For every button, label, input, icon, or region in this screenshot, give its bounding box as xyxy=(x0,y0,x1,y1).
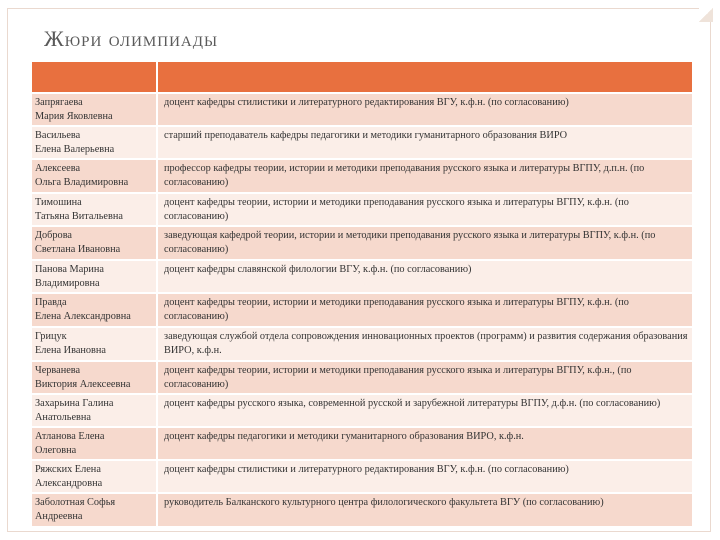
jury-member-name-cell xyxy=(32,260,157,293)
jury-member-surname: Черванева xyxy=(35,365,81,376)
jury-member-given-names: Мария Яковлевна xyxy=(35,111,113,122)
jury-member-given-names: Ольга Владимировна xyxy=(35,177,129,188)
jury-member-name-cell xyxy=(32,93,157,126)
header-cell-role xyxy=(157,62,692,93)
jury-member-surname: Заболотная Софья xyxy=(35,497,116,508)
jury-member-position-cell: доцент кафедры теории, истории и методики преподавания русского языка и литературы ВГПУ, к.ф.н. (по согласованию) xyxy=(157,293,692,327)
jury-member-name-cell xyxy=(32,193,157,226)
jury-member-surname: Правда xyxy=(35,297,67,308)
jury-member-surname: Ряжских Елена xyxy=(35,464,101,475)
jury-member-name-cell xyxy=(32,460,157,493)
table-row xyxy=(32,93,692,126)
jury-member-name-cell xyxy=(32,493,157,527)
jury-member-surname: Васильева xyxy=(35,130,81,141)
jury-member-surname: Запрягаева xyxy=(35,97,83,108)
jury-member-given-names: Андреевна xyxy=(35,511,83,522)
jury-table xyxy=(32,62,692,528)
jury-member-position-cell: заведующая кафедрой теории, истории и методики преподавания русского языка и литературы ВГПУ, к.ф.н. (по согласованию) xyxy=(157,226,692,260)
header-cell-name xyxy=(32,62,157,93)
jury-member-name-cell xyxy=(32,226,157,260)
jury-member-given-names: Светлана Ивановна xyxy=(35,244,121,255)
jury-member-name-cell xyxy=(32,159,157,193)
jury-member-given-names: Елена Александровна xyxy=(35,311,131,322)
page-title: Жюри олимпиады xyxy=(44,26,219,51)
table-header-row xyxy=(32,62,692,93)
table-row xyxy=(32,226,692,260)
jury-member-position-cell: доцент кафедры педагогики и методики гуманитарного образования ВИРО, к.ф.н. xyxy=(157,427,692,460)
jury-member-name-cell xyxy=(32,327,157,361)
jury-member-given-names: Александровна xyxy=(35,478,103,489)
table-row xyxy=(32,493,692,527)
table-row xyxy=(32,260,692,293)
table-row xyxy=(32,293,692,327)
jury-member-name-cell xyxy=(32,126,157,159)
jury-member-position-cell: доцент кафедры славянской филологии ВГУ, к.ф.н. (по согласованию) xyxy=(157,260,692,293)
table-row xyxy=(32,126,692,159)
jury-member-position-cell: руководитель Балканского культурного центра филологического факультета ВГУ (по согласованию) xyxy=(157,493,692,527)
jury-member-position-cell: доцент кафедры теории, истории и методики преподавания русского языка и литературы ВГПУ, к.ф.н., (по согласованию) xyxy=(157,361,692,394)
jury-member-name-cell xyxy=(32,394,157,427)
jury-member-surname: Алексеева xyxy=(35,163,81,174)
jury-member-name-cell xyxy=(32,293,157,327)
jury-member-position-cell: доцент кафедры теории, истории и методики преподавания русского языка и литературы ВГПУ, к.ф.н. (по согласованию) xyxy=(157,193,692,226)
table-body xyxy=(32,93,692,527)
jury-member-surname: Тимошина xyxy=(35,197,82,208)
table-row xyxy=(32,394,692,427)
jury-member-given-names: Татьяна Витальевна xyxy=(35,211,123,222)
table-row xyxy=(32,460,692,493)
jury-member-given-names: Виктория Алексеевна xyxy=(35,379,131,390)
table-row xyxy=(32,327,692,361)
table-row xyxy=(32,427,692,460)
jury-member-position-cell: доцент кафедры стилистики и литературного редактирования ВГУ, к.ф.н. (по согласованию) xyxy=(157,93,692,126)
table-row xyxy=(32,361,692,394)
jury-member-surname: Грицук xyxy=(35,331,67,342)
jury-member-name-cell xyxy=(32,361,157,394)
jury-member-given-names: Елена Ивановна xyxy=(35,345,106,356)
jury-member-position-cell: заведующая службой отдела сопровождения инновационных проектов (программ) и развития содержания образования ВИРО, к.ф.н. xyxy=(157,327,692,361)
jury-member-position-cell: доцент кафедры русского языка, современной русской и зарубежной литературы ВГПУ, д.ф.н. (по согласованию) xyxy=(157,394,692,427)
jury-member-given-names: Владимировна xyxy=(35,278,100,289)
jury-member-surname: Доброва xyxy=(35,230,73,241)
jury-member-position-cell: старший преподаватель кафедры педагогики и методики гуманитарного образования ВИРО xyxy=(157,126,692,159)
jury-member-given-names: Елена Валерьевна xyxy=(35,144,115,155)
jury-member-given-names: Олеговна xyxy=(35,445,77,456)
jury-member-position-cell: доцент кафедры стилистики и литературного редактирования ВГУ, к.ф.н. (по согласованию) xyxy=(157,460,692,493)
jury-member-surname: Панова Марина xyxy=(35,264,105,275)
jury-member-position-cell: профессор кафедры теории, истории и методики преподавания русского языка и литературы ВГПУ, д.п.н. (по согласованию) xyxy=(157,159,692,193)
jury-member-name-cell xyxy=(32,427,157,460)
jury-member-surname: Захарьина Галина xyxy=(35,398,114,409)
corner-decoration xyxy=(699,8,713,22)
table-row xyxy=(32,159,692,193)
jury-member-surname: Атланова Елена xyxy=(35,431,105,442)
jury-member-given-names: Анатольевна xyxy=(35,412,91,423)
table-row xyxy=(32,193,692,226)
